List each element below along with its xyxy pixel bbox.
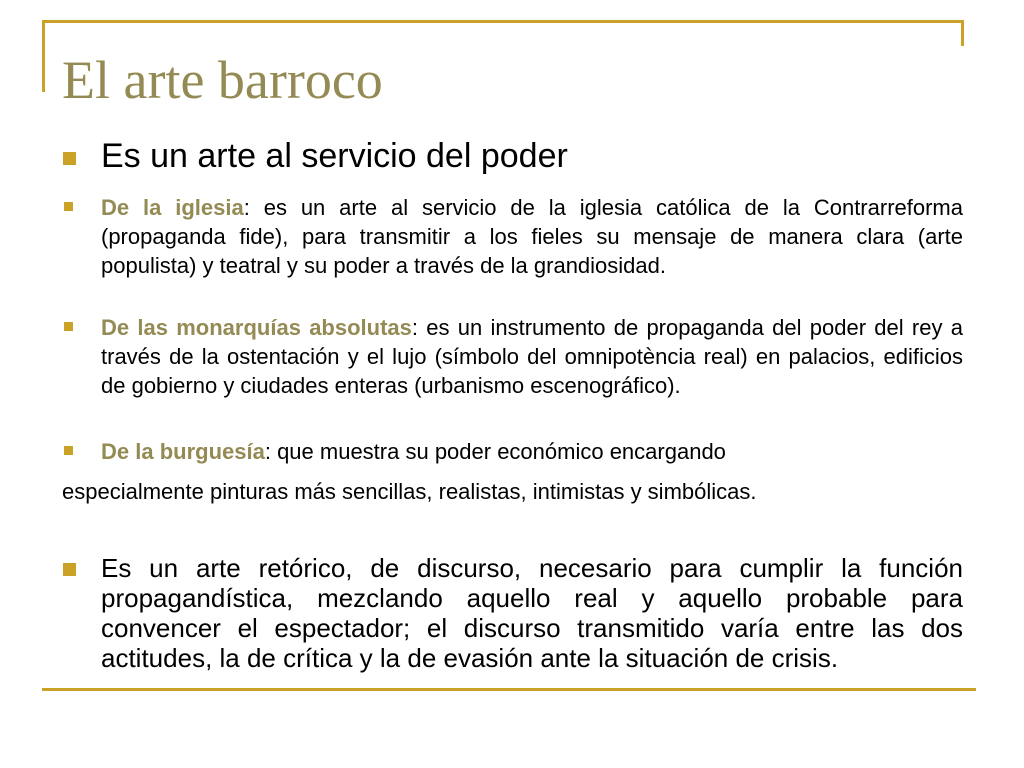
- square-bullet-icon: [64, 446, 73, 455]
- right-frame-line: [961, 20, 964, 46]
- left-frame-line: [42, 20, 45, 92]
- slide-title: El arte barroco: [62, 50, 383, 110]
- top-frame-line: [42, 20, 964, 23]
- square-bullet-icon: [64, 202, 73, 211]
- square-bullet-icon: [63, 563, 76, 576]
- point-burguesia-label: De la burguesía: [101, 439, 265, 464]
- point-iglesia-text: : es un arte al servicio de la iglesia católica de la Contrarreforma (propaganda fide), para transmitir a los fieles su mensaje de manera clara (arte populista) y teatral y su poder a través de la grandiosidad.: [101, 195, 963, 278]
- burguesia-continuation: especialmente pinturas más sencillas, realistas, intimistas y simbólicas.: [62, 479, 757, 504]
- point-monarquias-text: : es un instrumento de propaganda del poder del rey a través de la ostentación y el lujo (símbolo del omnipotència real) en palacios, edificios de gobierno y ciudades enteras (urbanismo escenográfico).: [101, 315, 963, 398]
- square-bullet-icon: [63, 152, 76, 165]
- point-monarquias: [101, 313, 963, 400]
- bottom-frame-line: [42, 688, 976, 691]
- point-iglesia: [101, 193, 963, 280]
- point-burguesia: [101, 437, 963, 466]
- point-iglesia-label: De la iglesia: [101, 195, 244, 220]
- point-monarquias-label: De las monarquías absolutas: [101, 315, 412, 340]
- square-bullet-icon: [64, 322, 73, 331]
- point-burguesia-text: : que muestra su poder económico encargando: [264, 439, 726, 464]
- point-retorico: Es un arte retórico, de discurso, necesario para cumplir la función propagandística, mezclando aquello real y aquello probable para convencer el espectador; el discurso transmitido varía entre las dos actitudes, la de crítica y la de evasión ante la situación de crisis.: [101, 553, 963, 673]
- main-heading: Es un arte al servicio del poder: [101, 137, 568, 175]
